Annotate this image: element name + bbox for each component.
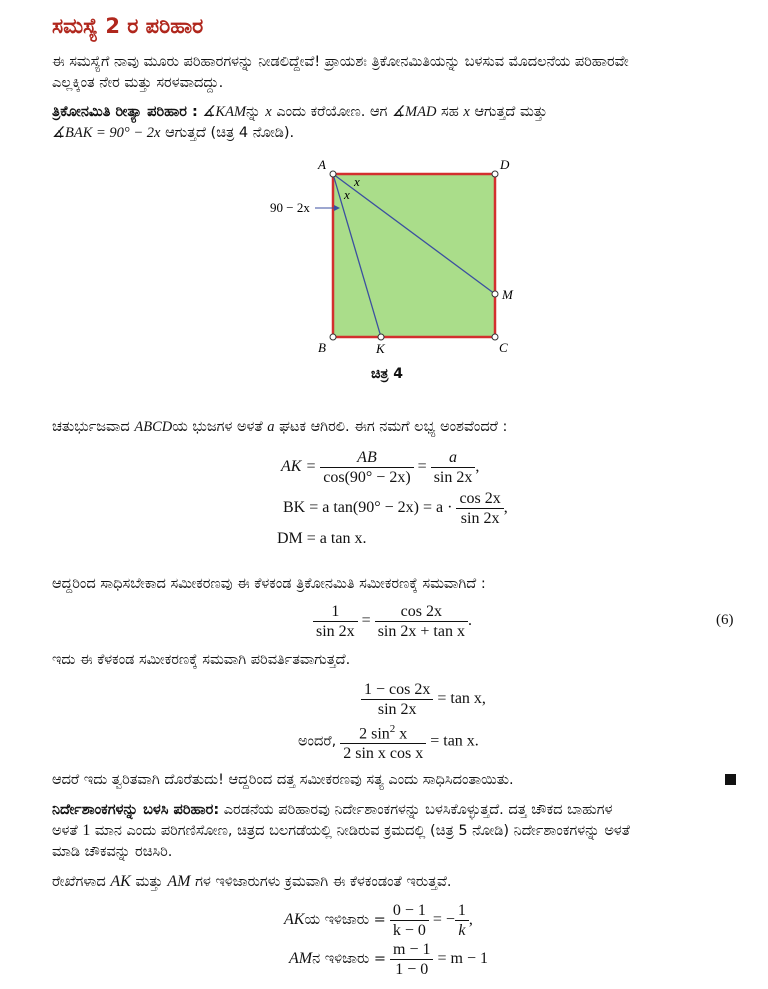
equation-dm: DM = a tan x. <box>277 530 367 547</box>
denominator: 1 − 0 <box>395 961 429 978</box>
angle-x-lower: x <box>344 187 350 202</box>
trig-paragraph-line-2 <box>52 123 294 143</box>
text: ಆಗುತ್ತದೆ (ಚಿತ್ರ 4 ನೋಡಿ). <box>165 125 295 141</box>
numerator: 1 <box>455 901 469 921</box>
ak-lhs: AK = <box>281 458 317 476</box>
rhs: = tan x, <box>437 690 486 708</box>
text: ಯ ಭುಜಗಳ ಅಳತೆ <box>172 419 263 435</box>
equation-tan-2 <box>298 720 479 763</box>
equation-ak <box>281 448 479 487</box>
bk-lhs: BK = a tan(90° − 2x) = a · <box>283 499 453 517</box>
line-am-name: AM <box>167 873 191 890</box>
period: . <box>467 612 472 630</box>
numerator-part: x <box>395 725 408 743</box>
number-one: 1 <box>82 822 91 839</box>
fraction <box>390 940 433 979</box>
label-b: B <box>318 340 326 355</box>
point-b <box>330 334 336 340</box>
fraction <box>455 901 469 940</box>
label-c: C <box>499 340 508 355</box>
denominator: cos(90° − 2x) <box>323 469 411 486</box>
equation-bk <box>283 489 508 528</box>
numerator: cos 2x <box>456 489 503 509</box>
reduce-statement: ಆದ್ದರಿಂದ ಸಾಧಿಸಬೇಕಾದ ಸಮೀಕರಣವು ಈ ಕೆಳಕಂಡ ತ್ರಿಕೋನಮಿತಿ ಸಮೀಕರಣಕ್ಕೆ ಸಮವಾಗಿದೆ : <box>52 576 486 592</box>
slope-word: ಯ ಇಳಿಜಾರು = <box>304 912 386 929</box>
text: ಗಳ ಇಳಿಜಾರುಗಳು ಕ್ರಮವಾಗಿ ಈ ಕೆಳಕಂಡಂತೆ ಇರುತ್ತವೆ. <box>195 874 452 890</box>
fraction <box>340 720 426 763</box>
fraction <box>431 448 476 487</box>
qed-square <box>725 774 736 785</box>
slope-word: ನ ಇಳಿಜಾರು = <box>312 951 387 968</box>
figure-4 <box>262 152 532 382</box>
numerator: 0 − 1 <box>390 901 429 921</box>
comma: , <box>475 458 480 476</box>
label-m: M <box>502 287 513 302</box>
line-ak-name: AK <box>110 873 131 890</box>
coord-solution-label: ನಿರ್ದೇಶಾಂಕಗಳನ್ನು ಬಳಸಿ ಪರಿಹಾರ: <box>52 802 220 818</box>
denominator: sin 2x <box>433 469 473 486</box>
point-m <box>492 291 498 297</box>
text: ಸಹ <box>441 104 459 120</box>
angle-x-upper: x <box>354 174 360 189</box>
rhs: = m − 1 <box>437 950 488 968</box>
text: ಮತ್ತು <box>135 874 163 890</box>
point-a <box>330 171 336 177</box>
coord-line-3: ಮಾಡಿ ಚೌಕವನ್ನು ರಚಿಸಿರಿ. <box>52 844 173 860</box>
equals: = <box>361 612 371 630</box>
label-k: K <box>376 341 385 356</box>
point-d <box>492 171 498 177</box>
coord-line-1 <box>52 800 612 820</box>
text: ಎರಡನೆಯ ಪರಿಹಾರವು ನಿರ್ದೇಶಾಂಕಗಳನ್ನು ಬಳಸಿಕೊಳ್ಳುತ್ತದೆ. ದತ್ತ ಚೌಕದ ಬಾಹುಗಳ <box>223 802 613 818</box>
denominator: sin 2x <box>316 623 355 640</box>
numerator: cos 2x <box>375 602 468 622</box>
numerator: AB <box>320 448 413 468</box>
numerator-part: 2 sin <box>359 725 390 743</box>
denominator: k <box>458 922 466 939</box>
angle-90-minus-2x: 90 − 2x <box>270 200 310 215</box>
comma: , <box>468 911 473 929</box>
var-x: x <box>265 104 272 120</box>
equation-slope-ak <box>284 901 473 940</box>
am-name: AM <box>289 950 313 968</box>
equation-slope-am <box>289 940 488 979</box>
trig-solution-label: ತ್ರಿಕೋನಮಿತಿ ರೀತ್ಯಾ ಪರಿಹಾರ : <box>52 104 198 120</box>
rhs: = tan x. <box>430 732 479 750</box>
coord-line-2 <box>52 821 630 841</box>
text: ರೇಖೆಗಳಾದ <box>52 874 106 890</box>
fraction <box>361 680 433 719</box>
intro-line-2: ಎಲ್ಲಕ್ಕಿಂತ ನೇರ ಮತ್ತು ಸರಳವಾದದ್ದು. <box>52 75 224 91</box>
ak-name: AK <box>284 911 305 929</box>
denominator: k − 0 <box>392 922 426 939</box>
square-name: ABCD <box>134 419 173 435</box>
section-heading: ಸಮಸ್ಯೆ 2 ರ ಪರಿಹಾರ <box>52 14 204 38</box>
text: ಅಳತೆ <box>52 823 78 839</box>
numerator: m − 1 <box>390 940 433 960</box>
fraction <box>390 901 429 940</box>
superscript: 2 <box>389 723 396 735</box>
intro-line-1: ಈ ಸಮಸ್ಯೆಗೆ ನಾವು ಮೂರು ಪರಿಹಾರಗಳನ್ನು ನೀಡಲಿದ್ದೇವೆ! ಪ್ರಾಯಶಃ ತ್ರಿಕೋನಮಿತಿಯನ್ನು ಬಳಸುವ ಮೊದಲನೆಯ ಪರಿಹಾರವೇ <box>52 54 629 70</box>
denominator: 2 sin x cos x <box>343 745 424 763</box>
denominator: sin 2x <box>460 510 500 527</box>
equation-tag-6: (6) <box>716 612 734 628</box>
text: ಚತುರ್ಭುಜವಾದ <box>52 419 130 435</box>
angle-mad: ∡MAD <box>392 104 437 120</box>
denominator: sin 2x <box>377 701 417 718</box>
figure-caption: ಚಿತ್ರ 4 <box>371 366 404 382</box>
var-x: x <box>463 104 470 120</box>
equals: = <box>417 458 427 476</box>
point-k <box>378 334 384 340</box>
equation-tan-1 <box>361 680 486 719</box>
numerator: a <box>431 448 476 468</box>
text: ಮಾನ ಎಂದು ಪರಿಗಣಿಸೋಣ, ಚಿತ್ರದ ಬಲಗಡೆಯಲ್ಲಿ ನೀಡಿರುವ ಕ್ರಮದಲ್ಲಿ (ಚಿತ್ರ 5 ನೋಡಿ) ನಿರ್ದೇಶಾಂಕಗಳನ್ನು ಅಳತೆ <box>94 823 631 839</box>
numerator: 1 <box>313 602 358 622</box>
conclusion: ಆದರೆ ಇದು ತ್ವರಿತವಾಗಿ ದೊರೆತುದು! ಆದ್ದರಿಂದ ದತ್ತ ಸಮೀಕರಣವು ಸತ್ಯ ಎಂದು ಸಾಧಿಸಿದಂತಾಯಿತು. <box>52 772 514 788</box>
fraction <box>320 448 413 487</box>
text: ಆಗುತ್ತದೆ ಮತ್ತು <box>474 104 548 120</box>
equals: = − <box>432 911 455 929</box>
trig-paragraph-line-1 <box>52 102 547 122</box>
label-d: D <box>500 157 510 172</box>
fraction <box>375 602 468 641</box>
side-length-paragraph <box>52 417 507 437</box>
numerator: 1 − cos 2x <box>361 680 433 700</box>
text: ನ್ನು <box>246 104 261 120</box>
andare-word: ಅಂದರೆ, <box>298 733 337 750</box>
equation-6 <box>313 602 472 641</box>
comma: , <box>503 499 508 517</box>
angle-bak: ∡BAK = 90° − 2x <box>52 125 161 141</box>
text: ಘಟಕ ಆಗಿರಲಿ. ಈಗ ನಮಗೆ ಲಭ್ಯ ಅಂಶವೆಂದರೆ : <box>279 419 508 435</box>
transform-statement: ಇದು ಈ ಕೆಳಕಂಡ ಸಮೀಕರಣಕ್ಕೆ ಸಮವಾಗಿ ಪರಿವರ್ತಿತವಾಗುತ್ತದೆ. <box>52 652 351 668</box>
fraction <box>456 489 503 528</box>
label-a: A <box>318 157 326 172</box>
fraction <box>313 602 358 641</box>
point-c <box>492 334 498 340</box>
angle-kam: ∡KAM <box>202 104 247 120</box>
var-a: a <box>267 419 275 435</box>
text: ಎಂದು ಕರೆಯೋಣ. ಆಗ <box>276 104 388 120</box>
denominator: sin 2x + tan x <box>377 623 465 640</box>
slopes-intro <box>52 872 452 892</box>
